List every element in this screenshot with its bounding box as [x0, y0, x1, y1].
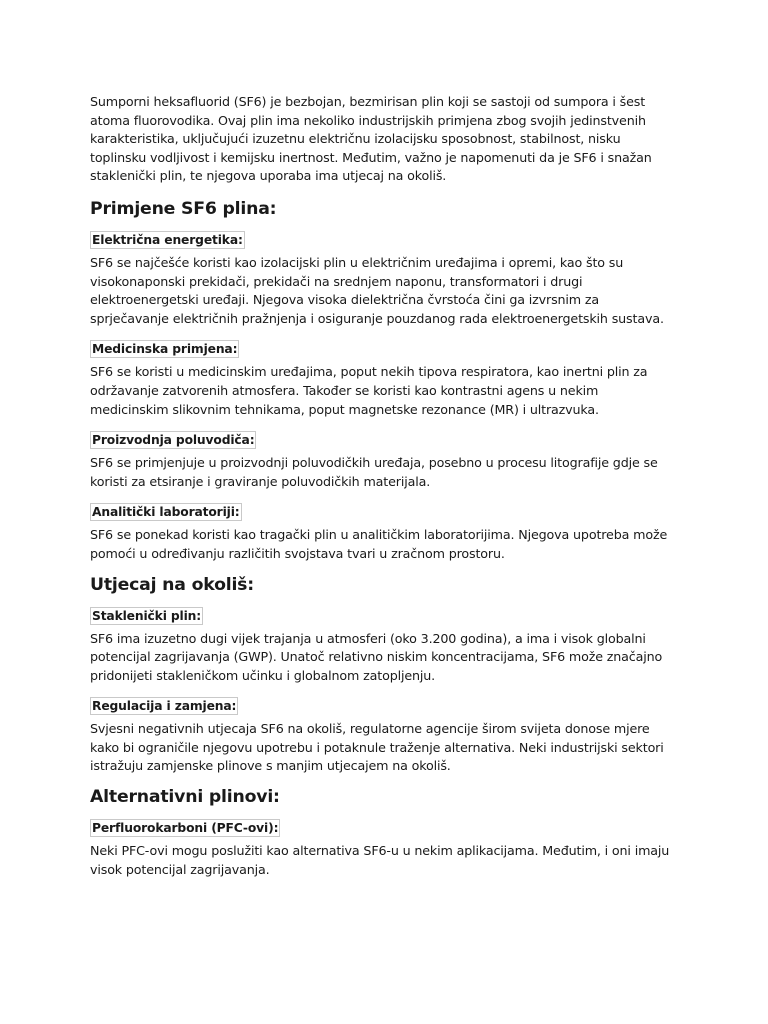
- paragraph-semiconductors: SF6 se primjenjuje u proizvodnji poluvodičkih uređaja, posebno u procesu litografije gdje se koristi za etsiranje i graviranje poluvodičkih materijala.: [90, 455, 658, 489]
- subheading-medical: Medicinska primjena:: [92, 342, 238, 357]
- subheading-pfc: Perfluorokarboni (PFC-ovi):: [92, 821, 279, 836]
- paragraph-medical: SF6 se koristi u medicinskim uređajima, poput nekih tipova respiratora, kao inertni plin za održavanje zatvorenih atmosfera. Također se koristi kao kontrastni agens u nekim medicinskim slikovnim tehnikama, poput magnetske rezonance (MR) i ultrazvuka.: [90, 364, 648, 417]
- paragraph-pfc: Neki PFC-ovi mogu poslužiti kao alternativa SF6-u u nekim aplikacijama. Međutim, i oni imaju visok potencijal zagrijavanja.: [90, 843, 670, 877]
- paragraph-electric-energy: SF6 se najčešće koristi kao izolacijski plin u električnim uređajima i opremi, kao što su visokonaponski prekidači, prekidači na srednjem naponu, transformatori i drugi elektroenergetski uređaji. Njegova visoka dielektrična čvrstoća čini ga izvrsnim za sprječavanje električnih pražnjenja i osiguranje pouzdanog rada elektroenergetskih sustava.: [90, 254, 664, 326]
- subheading-greenhouse-gas: Staklenički plin:: [92, 608, 202, 623]
- subheading-regulation: Regulacija i zamjena:: [92, 699, 237, 714]
- subheading-laboratories: Analitički laboratoriji:: [92, 505, 240, 520]
- document-page: [90, 93, 680, 879]
- intro-paragraph: Sumporni heksafluorid (SF6) je bezbojan, bezmirisan plin koji se sastoji od sumpora i šest atoma fluorovodika. Ovaj plin ima nekoliko industrijskih primjena zbog svojih jedinstvenih karakteristika, uključujući izuzetnu električnu izolacijsku sposobnost, stabilnost, nisku toplinsku vodljivost i kemijsku inertnost. Međutim, važno je napomenuti da je SF6 i snažan staklenički plin, te njegova uporaba ima utjecaj na okoliš.: [90, 94, 652, 184]
- subheading-electric-energy: Električna energetika:: [92, 232, 243, 247]
- subheading-semiconductors: Proizvodnja poluvodiča:: [92, 433, 255, 448]
- paragraph-greenhouse-gas: SF6 ima izuzetno dugi vijek trajanja u atmosferi (oko 3.200 godina), a ima i visok globalni potencijal zagrijavanja (GWP). Unatoč relativno niskim koncentracijama, SF6 može značajno pridonijeti stakleničkom učinku i globalnom zatopljenju.: [90, 630, 663, 683]
- section-heading-alternatives: Alternativni plinovi:: [90, 787, 280, 808]
- paragraph-regulation: Svjesni negativnih utjecaja SF6 na okoliš, regulatorne agencije širom svijeta donose mjere kako bi ograničile njegovu upotrebu i potaknule traženje alternativa. Neki industrijski sektori istražuju zamjenske plinove s manjim utjecajem na okoliš.: [90, 721, 664, 774]
- section-heading-environment: Utjecaj na okoliš:: [90, 574, 254, 595]
- section-heading-applications: Primjene SF6 plina:: [90, 198, 277, 219]
- paragraph-laboratories: SF6 se ponekad koristi kao tragački plin u analitičkim laboratorijima. Njegova upotreba može pomoći u određivanju različitih svojstava tvari u zračnom prostoru.: [90, 527, 668, 561]
